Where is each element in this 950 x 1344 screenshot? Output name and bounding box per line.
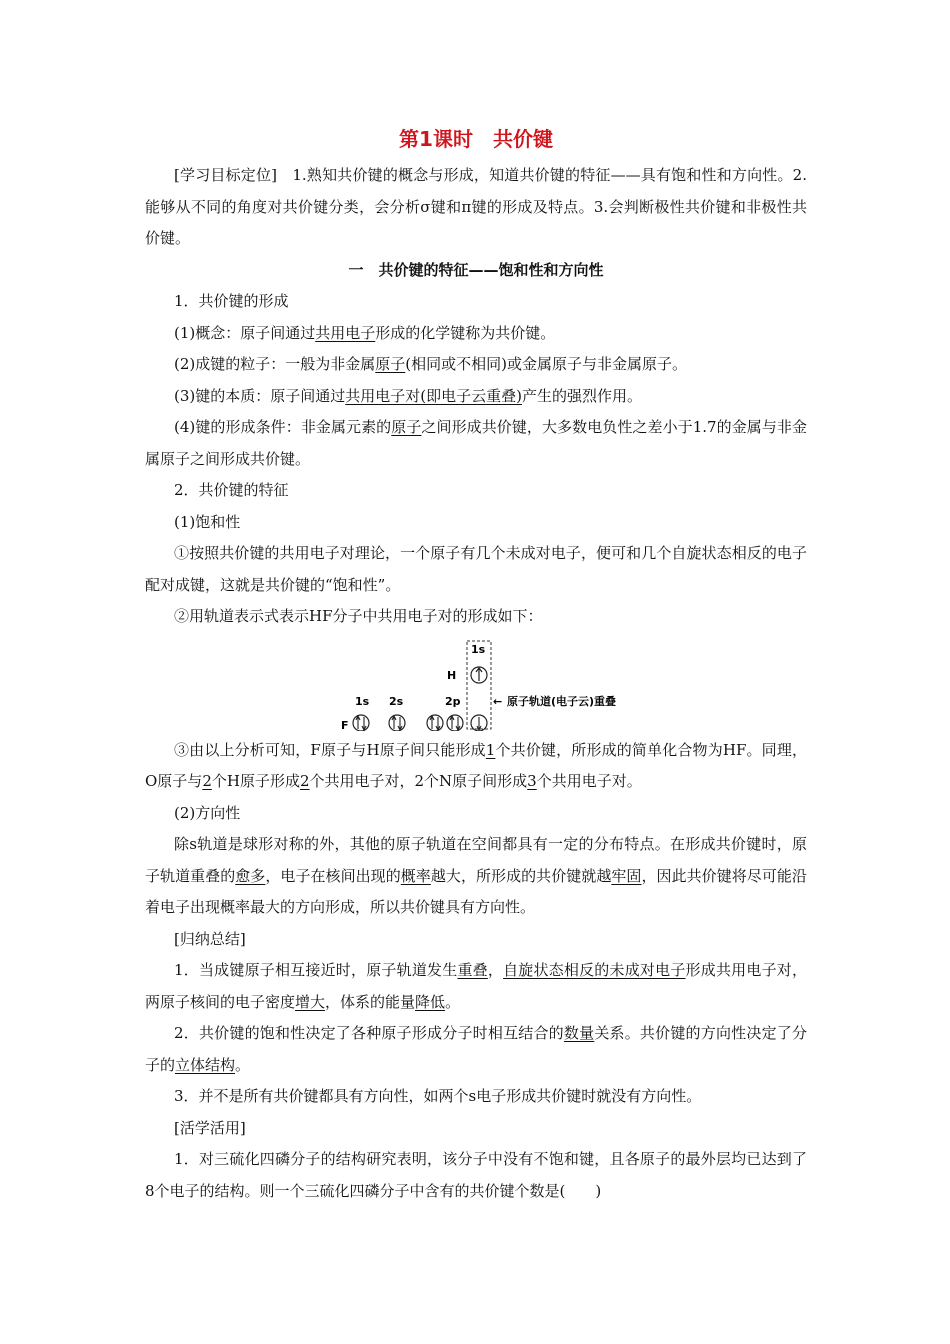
- f-1s-orbital: [353, 715, 369, 731]
- f-atom-label: F: [341, 718, 349, 731]
- text-run: 产生的强烈作用。: [521, 386, 642, 405]
- text-run: 除s轨道是球形对称的外，其他的原子轨道在空间都具有一定的分布特点。在形成共价键时，原子轨道重叠的: [145, 835, 807, 885]
- saturation-point-1: ①按照共价键的共用电子对理论，一个原子有几个未成对电子，便可和几个自旋状态相反的电子配对成键，这就是共价键的“饱和性”。: [145, 544, 807, 594]
- answer-blank: 增大: [295, 992, 326, 1011]
- section-heading: 一 共价键的特征——饱和性和方向性: [348, 260, 604, 279]
- answer-blank: 2: [299, 772, 310, 790]
- text-run: 形成共用电子对，两原子核间的电子密度: [145, 961, 807, 1011]
- overlap-label: 原子轨道(电子云)重叠: [507, 694, 617, 708]
- saturation-title: (1)饱和性: [174, 512, 241, 531]
- f-1s-label: 1s: [355, 694, 370, 708]
- text-run: (1)概念：原子间通过: [174, 323, 316, 342]
- text-run: 个H原子形成: [211, 772, 300, 790]
- text-run: ，: [487, 961, 504, 979]
- summary-point-3: 3．并不是所有共价键都具有方向性，如两个s电子形成共价键时就没有方向性。: [174, 1087, 702, 1105]
- answer-blank: 自旋状态相反的未成对电子: [503, 961, 686, 979]
- text-run: ，体系的能量: [325, 992, 416, 1011]
- f-2p-label: 2p: [445, 694, 461, 708]
- practice-label: [活学活用]: [174, 1118, 246, 1137]
- formation-item-4: [145, 412, 807, 475]
- summary-label: [归纳总结]: [174, 929, 246, 948]
- answer-blank: 共用电子对(即电子云重叠): [345, 386, 522, 405]
- answer-blank: 愈多: [235, 866, 266, 885]
- answer-blank: 降低: [415, 992, 446, 1011]
- text-run: ，电子在核间出现的: [265, 866, 401, 885]
- text-run: 个共用电子对，2个N原子间形成: [309, 772, 528, 790]
- answer-blank: 概率: [400, 866, 431, 885]
- practice-question-1: 1．对三硫化四磷分子的结构研究表明，该分子中没有不饱和键，且各原子的最外层均已达到了8个电子的结构。则一个三硫化四磷分子中含有的共价键个数是( ): [145, 1150, 807, 1200]
- text-run: (2)成键的粒子：一般为非金属: [174, 355, 376, 373]
- summary-point-2: [145, 1018, 807, 1081]
- formation-item-3: [145, 381, 807, 413]
- answer-blank: 3: [527, 772, 537, 790]
- text-run: 。: [235, 1055, 251, 1074]
- hf-orbital-diagram: [145, 639, 807, 731]
- objectives-paragraph: [145, 160, 807, 255]
- answer-blank: 1: [485, 740, 496, 759]
- text-run: ③由以上分析可知，F原子与H原子间只能形成: [174, 740, 486, 759]
- text-run: 1．当成键原子相互接近时，原子轨道发生: [174, 961, 458, 979]
- document-page: [145, 124, 807, 1207]
- text-run: 形成的化学键称为共价键。: [375, 323, 556, 342]
- saturation-point-2: ②用轨道表示式表示HF分子中共用电子对的形成如下：: [174, 607, 543, 625]
- formation-item-1: [145, 318, 807, 350]
- text-run: 个共用电子对。: [536, 772, 642, 790]
- answer-blank: 牢固: [611, 866, 642, 885]
- answer-blank: 立体结构: [175, 1055, 236, 1074]
- h-orbital-label: 1s: [471, 642, 486, 656]
- answer-blank: 重叠: [457, 961, 488, 979]
- objectives-text: 1.熟知共价键的概念与形成，知道共价键的特征——具有饱和性和方向性。2.能够从不同的角度对共价键分类，会分析σ键和π键的形成及特点。3.会判断极性共价键和非极性共价键。: [145, 166, 807, 247]
- f-2p-orbital-2: [447, 715, 463, 731]
- page-title: 第1课时 共价键: [399, 127, 553, 151]
- text-run: 越大，所形成的共价键就越: [430, 866, 612, 885]
- text-run: ，因此共价键将尽可能沿着电子出现概率最大的方向形成，所以共价键具有方向性。: [145, 866, 807, 916]
- text-run: 2．共价键的饱和性决定了各种原子形成分子时相互结合的: [174, 1024, 564, 1042]
- objectives-label: [学习目标定位]: [174, 166, 278, 184]
- answer-blank: 数量: [563, 1024, 595, 1042]
- features-title: 2．共价键的特征: [174, 481, 289, 499]
- f-2s-orbital: [389, 715, 405, 731]
- answer-blank: 2: [202, 772, 212, 790]
- formation-title: 1．共价键的形成: [174, 292, 289, 310]
- overlap-arrow: ←: [493, 694, 503, 708]
- f-2p-orbital-1: [427, 715, 443, 731]
- answer-blank: 原子: [391, 418, 422, 436]
- f-2s-label: 2s: [389, 694, 404, 708]
- text-run: 。: [445, 992, 461, 1011]
- text-run: (3)键的本质：原子间通过: [174, 386, 346, 405]
- text-run: (相同或不相同)或金属原子与非金属原子。: [405, 355, 687, 373]
- formation-item-2: [145, 349, 807, 381]
- answer-blank: 原子: [375, 355, 406, 373]
- saturation-point-3: [145, 735, 807, 798]
- summary-point-1: [145, 955, 807, 1018]
- text-run: 个共价键，所形成的简单化合物为HF。同理，O原子与: [145, 740, 807, 790]
- text-run: (4)键的形成条件：非金属元素的: [174, 418, 392, 436]
- h-atom-label: H: [447, 668, 457, 682]
- orbital-diagram-svg: [145, 639, 807, 731]
- text-run: 关系。共价键的方向性决定了分子的: [145, 1024, 807, 1074]
- answer-blank: 共用电子: [315, 323, 376, 342]
- text-run: 之间形成共价键，大多数电负性之差小于1.7的金属与非金属原子之间形成共价键。: [145, 418, 808, 468]
- direction-title: (2)方向性: [174, 803, 241, 822]
- direction-paragraph: [145, 829, 807, 924]
